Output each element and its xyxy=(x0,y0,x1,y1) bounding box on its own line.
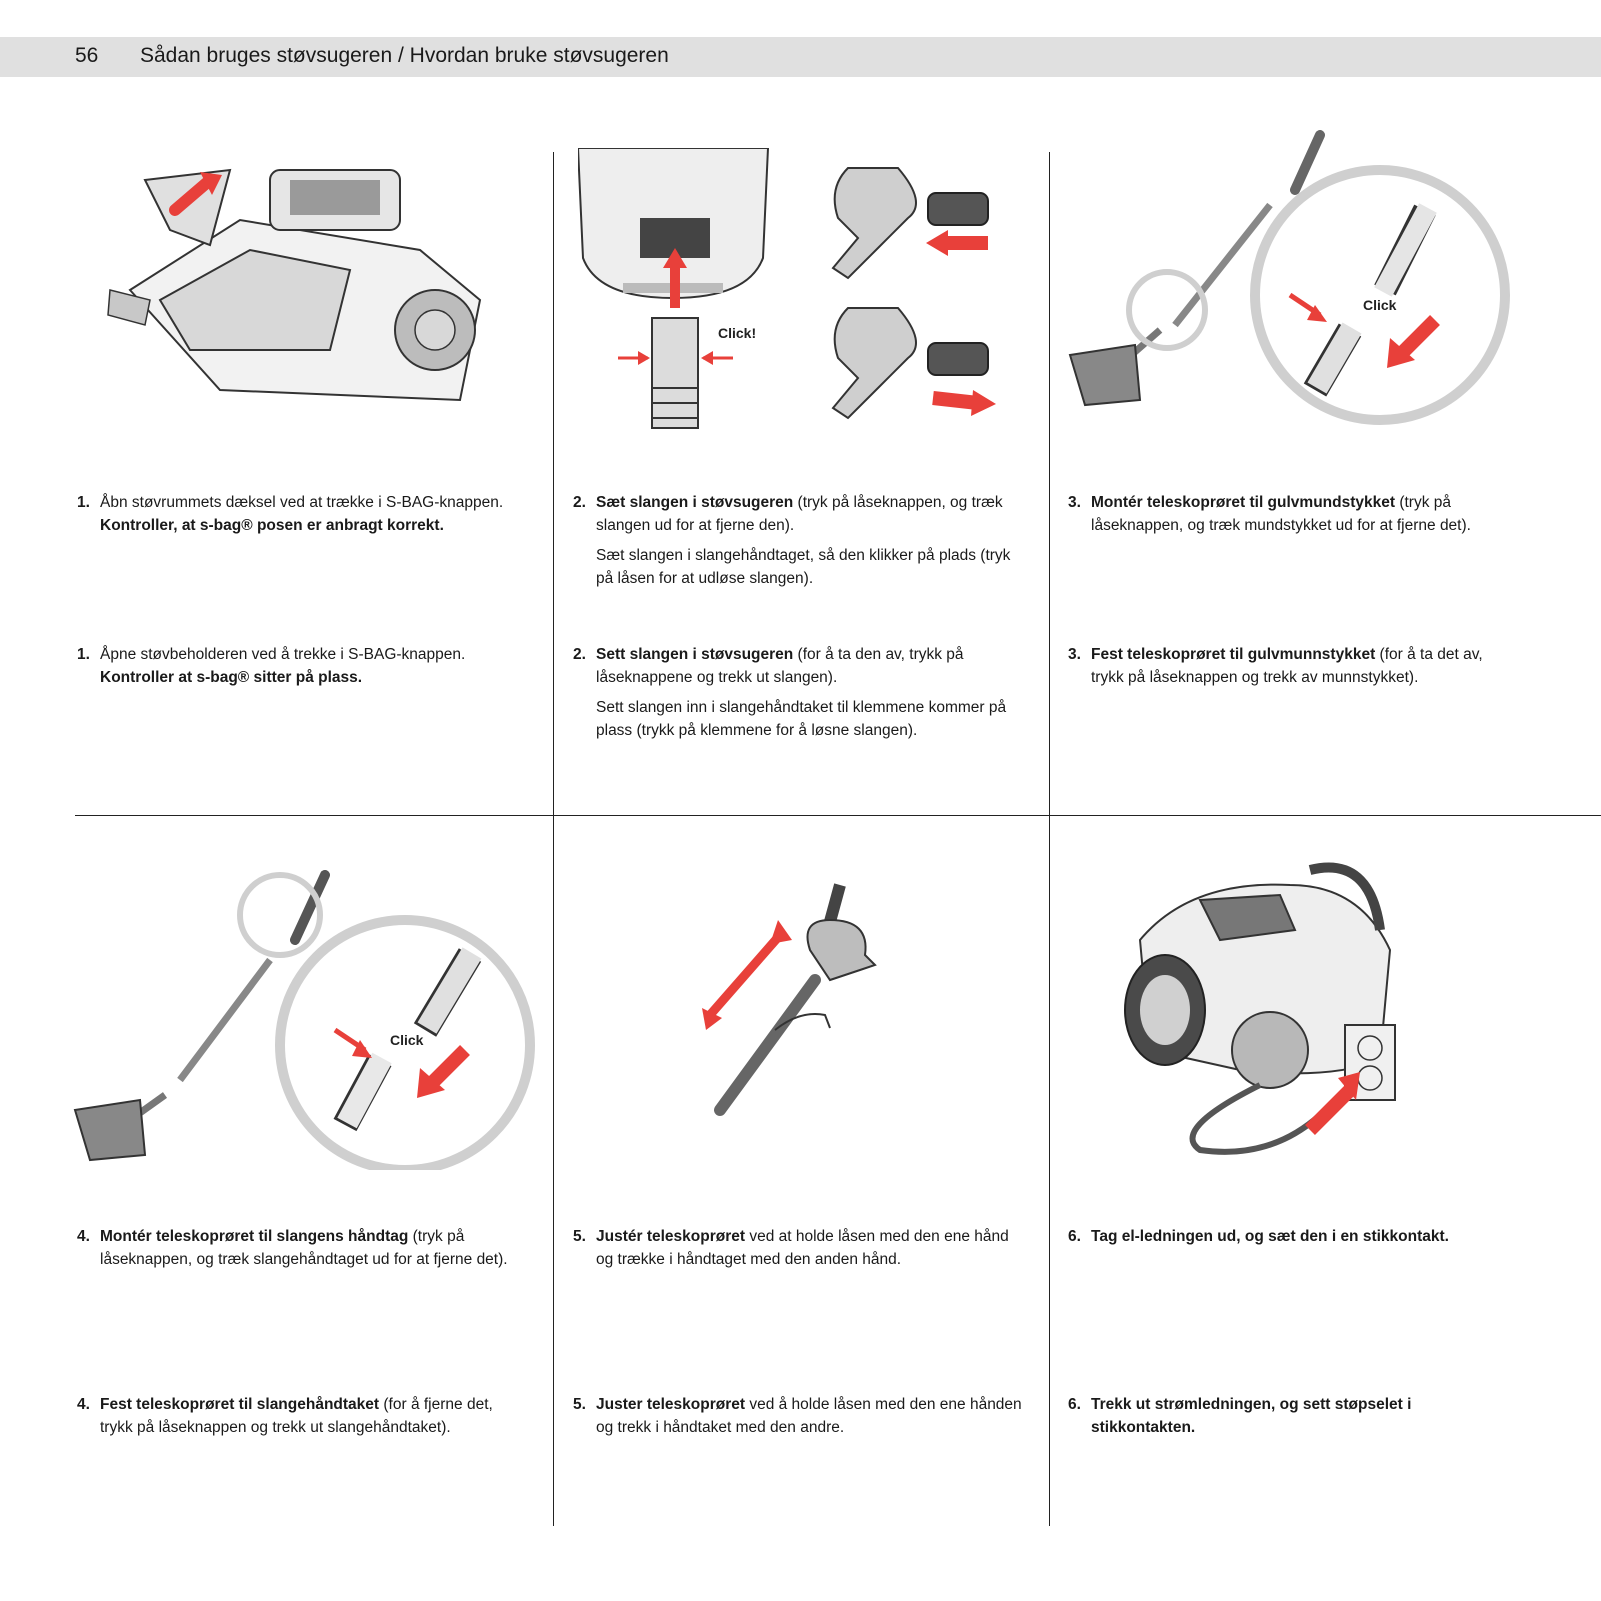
step-bold: Kontroller at s-bag® sitter på plass. xyxy=(100,669,363,686)
tube-adjust-illustration xyxy=(700,880,910,1140)
step-text: (tryk på låseknappen, og træk slangehåndtaget ud for at fjerne det). xyxy=(100,1228,508,1268)
step-text: ved at holde låsen med den ene hånd og trække i håndtaget med den anden hånd. xyxy=(596,1228,1009,1268)
step-number: 2. xyxy=(573,494,586,511)
step-number: 2. xyxy=(573,646,586,663)
step-number: 6. xyxy=(1068,1396,1081,1413)
step-5-da xyxy=(573,1225,1023,1278)
step-3-no xyxy=(1068,643,1518,696)
vacuum-open-lid-illustration xyxy=(100,150,520,430)
step-4-da xyxy=(77,1225,527,1278)
step-text-2: Sæt slangen i slangehåndtaget, så den klikker på plads (tryk på låsen for at udløse slangen). xyxy=(596,547,1011,587)
step-bold: Kontroller, at s-bag® posen er anbragt korrekt. xyxy=(100,517,444,534)
page-header xyxy=(0,37,1601,77)
column-divider xyxy=(553,152,554,1526)
step-2-da xyxy=(573,491,1023,597)
step-2-no xyxy=(573,643,1023,749)
click-label: Click xyxy=(390,1032,424,1048)
step-text: (for å ta den av, trykk på låseknappene og trekk ut slangen). xyxy=(596,646,964,686)
step-bold: Sæt slangen i støvsugeren xyxy=(596,494,794,511)
page-title: Sådan bruges støvsugeren / Hvordan bruke støvsugeren xyxy=(140,44,669,67)
step-number: 3. xyxy=(1068,494,1081,511)
row-divider xyxy=(75,815,1601,816)
step-6-da xyxy=(1068,1225,1518,1255)
step-bold: Trekk ut strømledningen, og sett støpselet i stikkontakten. xyxy=(1091,1396,1412,1436)
step-number: 1. xyxy=(77,494,90,511)
column-divider xyxy=(1049,152,1050,1526)
step-text: (tryk på låseknappen, og træk mundstykket ud for at fjerne det). xyxy=(1091,494,1471,534)
hose-connect-illustration xyxy=(578,148,1018,438)
click-label: Click! xyxy=(718,325,757,341)
step-number: 4. xyxy=(77,1396,90,1413)
click-label: Click xyxy=(1363,297,1397,313)
step-bold: Fest teleskoprøret til gulvmunnstykket xyxy=(1091,646,1376,663)
step-bold: Fest teleskoprøret til slangehåndtaket xyxy=(100,1396,380,1413)
step-number: 5. xyxy=(573,1228,586,1245)
step-number: 3. xyxy=(1068,646,1081,663)
step-1-no xyxy=(77,643,527,696)
tube-nozzle-illustration xyxy=(1065,130,1525,430)
vacuum-plug-illustration xyxy=(1110,860,1440,1160)
page-number: 56 xyxy=(75,44,99,67)
step-3-da xyxy=(1068,491,1518,544)
step-6-no xyxy=(1068,1393,1518,1446)
step-bold: Juster teleskoprøret xyxy=(596,1396,746,1413)
step-bold: Sett slangen i støvsugeren xyxy=(596,646,794,663)
step-text-2: Sett slangen inn i slangehåndtaket til klemmene kommer på plass (trykk på klemmene for å løsne slangen). xyxy=(596,699,1007,739)
step-number: 4. xyxy=(77,1228,90,1245)
step-bold: Justér teleskoprøret xyxy=(596,1228,746,1245)
step-text: (tryk på låseknappen, og træk slangen ud for at fjerne den). xyxy=(596,494,1003,534)
step-text: Åpne støvbeholderen ved å trekke i S-BAG-knappen. xyxy=(100,646,466,663)
step-number: 6. xyxy=(1068,1228,1081,1245)
step-bold: Tag el-ledningen ud, og sæt den i en stikkontakt. xyxy=(1091,1228,1449,1245)
tube-handle-illustration xyxy=(70,870,540,1170)
step-number: 1. xyxy=(77,646,90,663)
step-bold: Montér teleskoprøret til gulvmundstykket xyxy=(1091,494,1396,511)
step-text: (for å ta det av, trykk på låseknappen og trekk av munnstykket). xyxy=(1091,646,1483,686)
step-1-da xyxy=(77,491,527,544)
step-number: 5. xyxy=(573,1396,586,1413)
step-bold: Montér teleskoprøret til slangens håndtag xyxy=(100,1228,409,1245)
step-text: (for å fjerne det, trykk på låseknappen og trekk ut slangehåndtaket). xyxy=(100,1396,493,1436)
step-4-no xyxy=(77,1393,527,1446)
step-5-no xyxy=(573,1393,1023,1446)
step-text: ved å holde låsen med den ene hånden og trekk i håndtaket med den andre. xyxy=(596,1396,1022,1436)
step-text: Åbn støvrummets dæksel ved at trække i S-BAG-knappen. xyxy=(100,494,504,511)
